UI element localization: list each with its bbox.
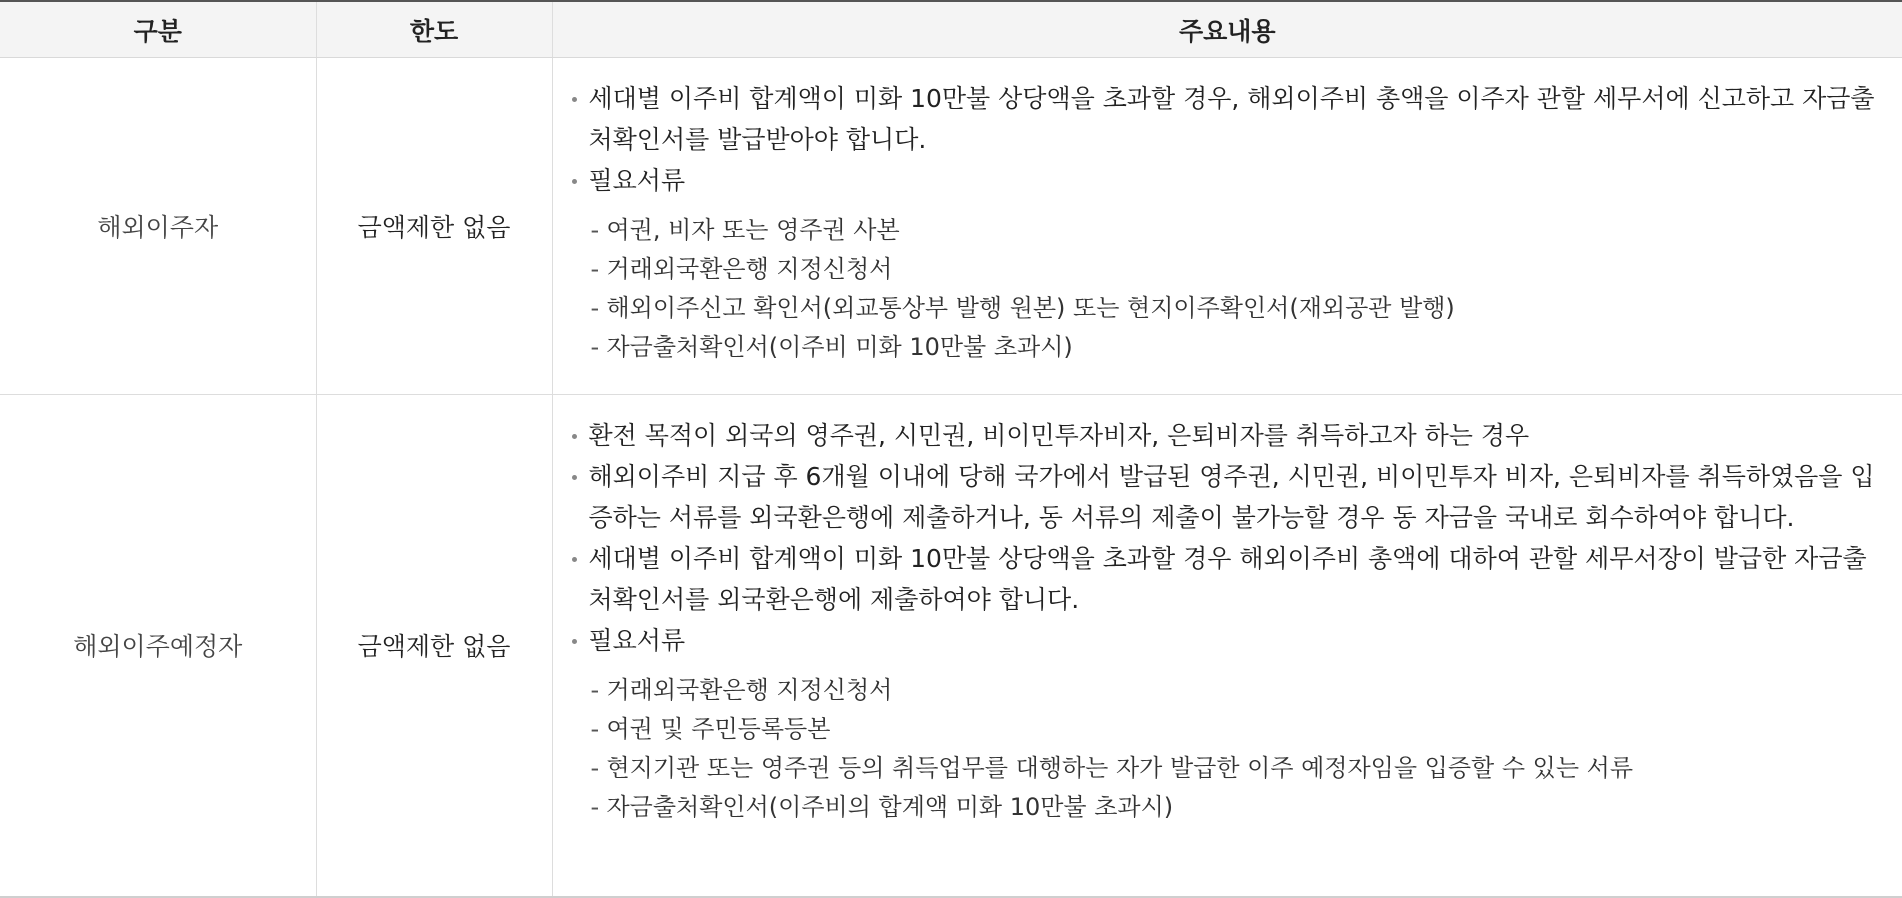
details-bullet: 필요서류 — [569, 620, 1877, 661]
details-bullet: 환전 목적이 외국의 영주권, 시민권, 비이민투자비자, 은퇴비자를 취득하고자 하는 경우 — [569, 415, 1877, 456]
details-bullet: 세대별 이주비 합계액이 미화 10만불 상당액을 초과할 경우, 해외이주비 총액을 이주자 관할 세무서에 신고하고 자금출처확인서를 발급받아야 합니다. — [569, 78, 1877, 160]
document-item: - 거래외국환은행 지정신청서 — [569, 671, 1877, 710]
document-item: - 자금출처확인서(이주비 미화 10만불 초과시) — [569, 328, 1877, 367]
table-row-emigrant — [0, 58, 1902, 395]
document-item: - 해외이주신고 확인서(외교통상부 발행 원본) 또는 현지이주확인서(재외공관 발행) — [569, 289, 1877, 328]
details-bullet-list — [569, 415, 1877, 661]
row-category: 해외이주예정자 — [0, 395, 316, 897]
required-documents-list — [569, 671, 1877, 827]
details-bullet: 해외이주비 지급 후 6개월 이내에 당해 국가에서 발급된 영주권, 시민권, 비이민투자 비자, 은퇴비자를 취득하였음을 입증하는 서류를 외국환은행에 제출하거나, 동 서류의 제출이 불가능할 경우 동 자금을 국내로 회수하여야 합니다. — [569, 456, 1877, 538]
row-details — [552, 395, 1902, 897]
table-row-prospective-emigrant — [0, 395, 1902, 897]
table-header-row — [0, 1, 1902, 58]
header-limit: 한도 — [316, 1, 552, 58]
row-limit: 금액제한 없음 — [316, 395, 552, 897]
document-item: - 자금출처확인서(이주비의 합계액 미화 10만불 초과시) — [569, 788, 1877, 827]
row-details — [552, 58, 1902, 395]
row-category: 해외이주자 — [0, 58, 316, 395]
document-item: - 여권, 비자 또는 영주권 사본 — [569, 211, 1877, 250]
required-documents-list — [569, 211, 1877, 367]
details-bullet: 세대별 이주비 합계액이 미화 10만불 상당액을 초과할 경우 해외이주비 총액에 대하여 관할 세무서장이 발급한 자금출처확인서를 외국환은행에 제출하여야 합니다. — [569, 538, 1877, 620]
header-category: 구분 — [0, 1, 316, 58]
details-bullet: 필요서류 — [569, 160, 1877, 201]
document-item: - 여권 및 주민등록등본 — [569, 710, 1877, 749]
details-bullet-list — [569, 78, 1877, 201]
header-details: 주요내용 — [552, 1, 1902, 58]
document-item: - 거래외국환은행 지정신청서 — [569, 250, 1877, 289]
row-limit: 금액제한 없음 — [316, 58, 552, 395]
document-item: - 현지기관 또는 영주권 등의 취득업무를 대행하는 자가 발급한 이주 예정자임을 입증할 수 있는 서류 — [569, 749, 1877, 788]
